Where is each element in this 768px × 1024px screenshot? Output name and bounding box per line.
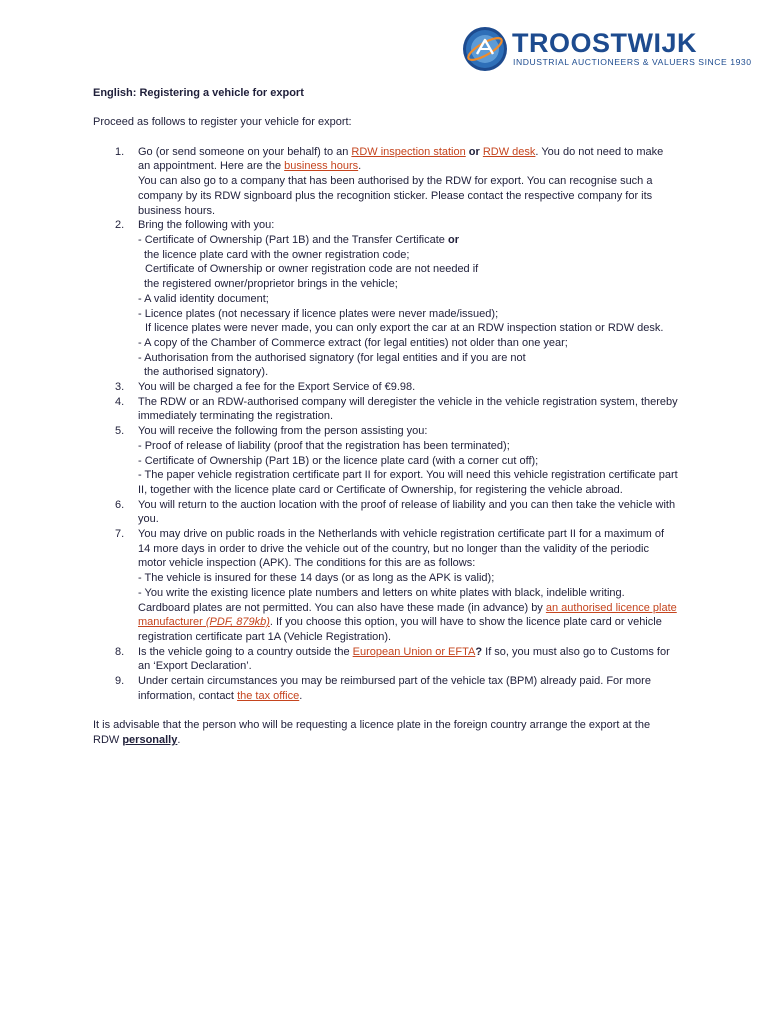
step-text: . xyxy=(299,689,303,702)
step-line: the authorised signatory). xyxy=(144,366,269,379)
document-body xyxy=(93,86,678,748)
globe-logo-icon xyxy=(462,26,508,72)
step-line-text: - You write the existing licence plate numbers and letters on white plates with black, indelible writing. Cardboard plates are not permitted. You can also have these made (in advance) by xyxy=(138,586,625,614)
step-7 xyxy=(93,527,678,645)
step-4 xyxy=(93,395,678,424)
step-text: . You do not need to make an appointment. Here are the xyxy=(138,145,664,173)
step-number: 1. xyxy=(115,145,125,158)
step-lead: You will receive the following from the person assisting you: xyxy=(138,425,428,438)
step-lead: Bring the following with you: xyxy=(138,219,275,232)
step-2 xyxy=(93,218,678,380)
step-line: - Proof of release of liability (proof that the registration has been terminated); xyxy=(138,439,510,452)
step-line: - The vehicle is insured for these 14 days (or as long as the APK is valid); xyxy=(138,572,495,585)
step-number: 2. xyxy=(115,219,125,232)
step-line: - Authorisation from the authorised signatory (for legal entities and if you are not xyxy=(138,351,526,364)
step-line: - Certificate of Ownership (Part 1B) or the licence plate card (with a corner cut off); xyxy=(138,454,539,467)
step-number: 7. xyxy=(115,528,125,541)
pdf-size-note: (PDF, 879kb) xyxy=(202,616,270,629)
steps-list xyxy=(93,145,678,704)
step-number: 6. xyxy=(115,498,125,511)
link-text: an authorised licence plate manufacturer xyxy=(138,601,677,629)
step-line: the registered owner/proprietor brings in the vehicle; xyxy=(144,278,398,291)
step-text: The RDW or an RDW-authorised company will deregister the vehicle in the vehicle registration system, thereby immediately terminating the registration. xyxy=(138,395,678,423)
step-number: 5. xyxy=(115,425,125,438)
logo-tagline: INDUSTRIAL AUCTIONEERS & VALUERS SINCE 1930 xyxy=(513,57,752,67)
closing-text: . xyxy=(177,733,181,746)
tax-office-link[interactable]: the tax office xyxy=(237,689,300,702)
step-6 xyxy=(93,498,678,527)
step-1 xyxy=(93,145,678,219)
step-line: - Licence plates (not necessary if licence plates were never made/issued); xyxy=(138,307,499,320)
step-text: . xyxy=(358,160,362,173)
step-line: - A valid identity document; xyxy=(138,292,269,305)
step-lead: You may drive on public roads in the Netherlands with vehicle registration certificate part II for a maximum of 14 more days in order to drive the vehicle out of the country, but no longer than the validity of the periodic motor vehicle inspection (APK). The conditions for this are as follows: xyxy=(138,528,665,570)
closing-text: It is advisable that the person who will be requesting a licence plate in the foreign country arrange the export at the RDW xyxy=(93,719,651,746)
step-text: You can also go to a company that has been authorised by the RDW for export. You can recognise such a company by its RDW signboard plus the recognition sticker. Please contact the respective company for its business hours. xyxy=(138,175,653,217)
step-text: or xyxy=(465,145,483,158)
step-line: - The paper vehicle registration certificate part II for export. You will need this vehicle registration certificate part II, together with the licence plate card or Certificate of Ownership, for registering the vehicle abroad. xyxy=(138,469,678,496)
step-line: Certificate of Ownership or owner registration code are not needed if xyxy=(145,263,479,276)
step-line xyxy=(138,233,678,248)
step-text: You will return to the auction location with the proof of release of liability and you can then take the vehicle with you. xyxy=(138,498,676,526)
step-line: - A copy of the Chamber of Commerce extract (for legal entities) not older than one year; xyxy=(138,336,568,349)
business-hours-link[interactable]: business hours xyxy=(284,160,359,173)
eu-efta-link[interactable]: European Union or EFTA xyxy=(352,645,476,658)
step-text: Under certain circumstances you may be reimbursed part of the vehicle tax (BPM) already paid. For more information, contact xyxy=(138,675,651,702)
step-text: If so, you must also go to Customs for an ‘Export Declaration’. xyxy=(138,645,670,673)
step-line: If licence plates were never made, you can only export the car at an RDW inspection station or RDW desk. xyxy=(145,322,664,335)
step-5 xyxy=(93,424,678,498)
question-mark: ? xyxy=(475,645,483,658)
step-line: the licence plate card with the owner registration code; xyxy=(144,248,410,261)
step-3 xyxy=(93,380,678,395)
closing-paragraph xyxy=(93,718,678,747)
step-number: 9. xyxy=(115,675,125,688)
step-number: 8. xyxy=(115,645,125,658)
rdw-inspection-station-link[interactable]: RDW inspection station xyxy=(351,145,466,158)
step-text: Go (or send someone on your behalf) to an xyxy=(138,145,352,158)
troostwijk-logo xyxy=(462,24,752,74)
step-line xyxy=(138,586,678,645)
step-text: Is the vehicle going to a country outside the xyxy=(138,645,353,658)
rdw-desk-link[interactable]: RDW desk xyxy=(482,145,536,158)
step-text: You will be charged a fee for the Export Service of €9.98. xyxy=(138,381,416,394)
step-9 xyxy=(93,674,678,703)
step-line-text: - Certificate of Ownership (Part 1B) and the Transfer Certificate xyxy=(138,234,448,246)
or-emphasis: or xyxy=(447,234,459,246)
document-title: English: Registering a vehicle for export xyxy=(93,87,304,99)
logo-wordmark: TROOSTWIJK xyxy=(512,28,697,58)
step-8 xyxy=(93,645,678,674)
step-number: 4. xyxy=(115,395,125,408)
personally-emphasis: personally xyxy=(122,733,178,746)
step-number: 3. xyxy=(115,381,125,394)
step-line-text: . If you choose this option, you will have to show the licence plate card or vehicle registration certificate part 1A (Vehicle Registration). xyxy=(138,616,662,643)
intro-text: Proceed as follows to register your vehicle for export: xyxy=(93,116,352,129)
